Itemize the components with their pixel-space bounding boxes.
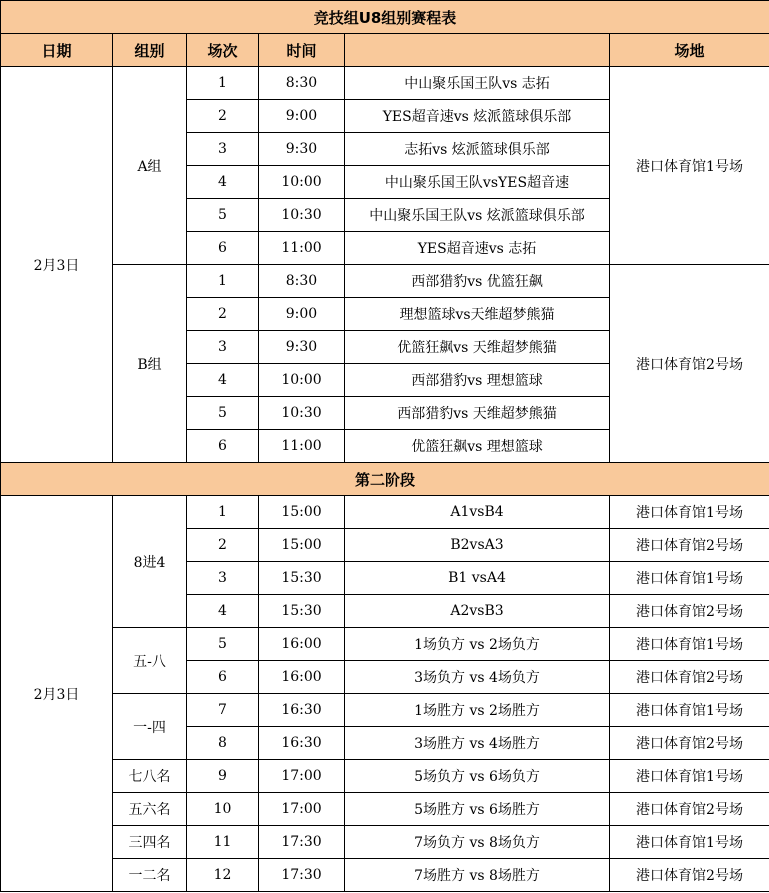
table-row [1, 67, 769, 100]
round-cell: 4 [187, 166, 259, 199]
time-cell: 16:00 [259, 628, 345, 661]
venue-cell: 港口体育馆2号场 [610, 265, 769, 463]
match-cell: 中山聚乐国王队vs 志拓 [345, 67, 610, 100]
time-cell: 17:00 [259, 760, 345, 793]
round-cell: 4 [187, 595, 259, 628]
time-cell: 8:30 [259, 67, 345, 100]
match-cell: YES超音速vs 炫派篮球俱乐部 [345, 100, 610, 133]
table-row [1, 859, 769, 892]
match-cell: B1 vsA4 [345, 562, 610, 595]
time-cell: 16:30 [259, 694, 345, 727]
round-cell: 3 [187, 133, 259, 166]
match-cell: 3场胜方 vs 4场胜方 [345, 727, 610, 760]
round-cell: 2 [187, 529, 259, 562]
match-cell: 中山聚乐国王队vs 炫派篮球俱乐部 [345, 199, 610, 232]
time-cell: 17:30 [259, 826, 345, 859]
round-cell: 5 [187, 199, 259, 232]
group-cell: 三四名 [113, 826, 187, 859]
time-cell: 16:00 [259, 661, 345, 694]
round-cell: 7 [187, 694, 259, 727]
venue-cell: 港口体育馆1号场 [610, 628, 769, 661]
round-cell: 3 [187, 331, 259, 364]
header-match [345, 34, 610, 67]
time-cell: 11:00 [259, 232, 345, 265]
table-row [1, 265, 769, 298]
group-cell: 8进4 [113, 496, 187, 628]
venue-cell: 港口体育馆2号场 [610, 859, 769, 892]
time-cell: 10:30 [259, 397, 345, 430]
match-cell: 7场胜方 vs 8场胜方 [345, 859, 610, 892]
round-cell: 4 [187, 364, 259, 397]
time-cell: 9:30 [259, 133, 345, 166]
venue-cell: 港口体育馆1号场 [610, 67, 769, 265]
round-cell: 11 [187, 826, 259, 859]
time-cell: 15:00 [259, 529, 345, 562]
group-cell: 七八名 [113, 760, 187, 793]
match-cell: 西部猎豹vs 优篮狂飙 [345, 265, 610, 298]
match-cell: A1vsB4 [345, 496, 610, 529]
table-row [1, 760, 769, 793]
match-cell: 5场负方 vs 6场负方 [345, 760, 610, 793]
time-cell: 8:30 [259, 265, 345, 298]
time-cell: 16:30 [259, 727, 345, 760]
venue-cell: 港口体育馆2号场 [610, 661, 769, 694]
match-cell: 7场负方 vs 8场负方 [345, 826, 610, 859]
time-cell: 17:30 [259, 859, 345, 892]
round-cell: 5 [187, 397, 259, 430]
group-cell: B组 [113, 265, 187, 463]
round-cell: 3 [187, 562, 259, 595]
venue-cell: 港口体育馆2号场 [610, 529, 769, 562]
match-cell: 理想篮球vs天维超梦熊猫 [345, 298, 610, 331]
round-cell: 6 [187, 430, 259, 463]
venue-cell: 港口体育馆1号场 [610, 826, 769, 859]
table-title: 竞技组U8组别赛程表 [1, 1, 769, 34]
header-time: 时间 [259, 34, 345, 67]
match-cell: 西部猎豹vs 天维超梦熊猫 [345, 397, 610, 430]
venue-cell: 港口体育馆1号场 [610, 496, 769, 529]
time-cell: 10:00 [259, 364, 345, 397]
round-cell: 1 [187, 496, 259, 529]
round-cell: 8 [187, 727, 259, 760]
time-cell: 10:00 [259, 166, 345, 199]
time-cell: 15:30 [259, 562, 345, 595]
match-cell: 1场负方 vs 2场负方 [345, 628, 610, 661]
round-cell: 10 [187, 793, 259, 826]
venue-cell: 港口体育馆2号场 [610, 793, 769, 826]
round-cell: 5 [187, 628, 259, 661]
venue-cell: 港口体育馆2号场 [610, 595, 769, 628]
round-cell: 6 [187, 232, 259, 265]
match-cell: 志拓vs 炫派篮球俱乐部 [345, 133, 610, 166]
time-cell: 17:00 [259, 793, 345, 826]
round-cell: 6 [187, 661, 259, 694]
time-cell: 9:00 [259, 298, 345, 331]
match-cell: 1场胜方 vs 2场胜方 [345, 694, 610, 727]
table-row [1, 496, 769, 529]
time-cell: 9:00 [259, 100, 345, 133]
venue-cell: 港口体育馆1号场 [610, 694, 769, 727]
header-round: 场次 [187, 34, 259, 67]
time-cell: 11:00 [259, 430, 345, 463]
group-cell: 五-八 [113, 628, 187, 694]
table-row [1, 793, 769, 826]
time-cell: 9:30 [259, 331, 345, 364]
match-cell: 中山聚乐国王队vsYES超音速 [345, 166, 610, 199]
time-cell: 15:30 [259, 595, 345, 628]
round-cell: 2 [187, 298, 259, 331]
match-cell: 3场负方 vs 4场负方 [345, 661, 610, 694]
match-cell: A2vsB3 [345, 595, 610, 628]
round-cell: 1 [187, 67, 259, 100]
group-cell: 一二名 [113, 859, 187, 892]
time-cell: 15:00 [259, 496, 345, 529]
date-cell: 2月3日 [1, 496, 113, 892]
match-cell: 西部猎豹vs 理想篮球 [345, 364, 610, 397]
header-venue: 场地 [610, 34, 769, 67]
date-cell: 2月3日 [1, 67, 113, 463]
time-cell: 10:30 [259, 199, 345, 232]
venue-cell: 港口体育馆1号场 [610, 760, 769, 793]
stage2-label: 第二阶段 [1, 463, 769, 496]
match-cell: YES超音速vs 志拓 [345, 232, 610, 265]
header-date: 日期 [1, 34, 113, 67]
venue-cell: 港口体育馆1号场 [610, 562, 769, 595]
match-cell: 优篮狂飙vs 理想篮球 [345, 430, 610, 463]
table-row [1, 826, 769, 859]
round-cell: 1 [187, 265, 259, 298]
match-cell: 优篮狂飙vs 天维超梦熊猫 [345, 331, 610, 364]
header-group: 组别 [113, 34, 187, 67]
group-cell: 一-四 [113, 694, 187, 760]
stage-row [1, 463, 769, 496]
round-cell: 2 [187, 100, 259, 133]
table-row [1, 628, 769, 661]
match-cell: 5场胜方 vs 6场胜方 [345, 793, 610, 826]
group-cell: 五六名 [113, 793, 187, 826]
table-row [1, 694, 769, 727]
round-cell: 12 [187, 859, 259, 892]
round-cell: 9 [187, 760, 259, 793]
group-cell: A组 [113, 67, 187, 265]
venue-cell: 港口体育馆2号场 [610, 727, 769, 760]
match-cell: B2vsA3 [345, 529, 610, 562]
